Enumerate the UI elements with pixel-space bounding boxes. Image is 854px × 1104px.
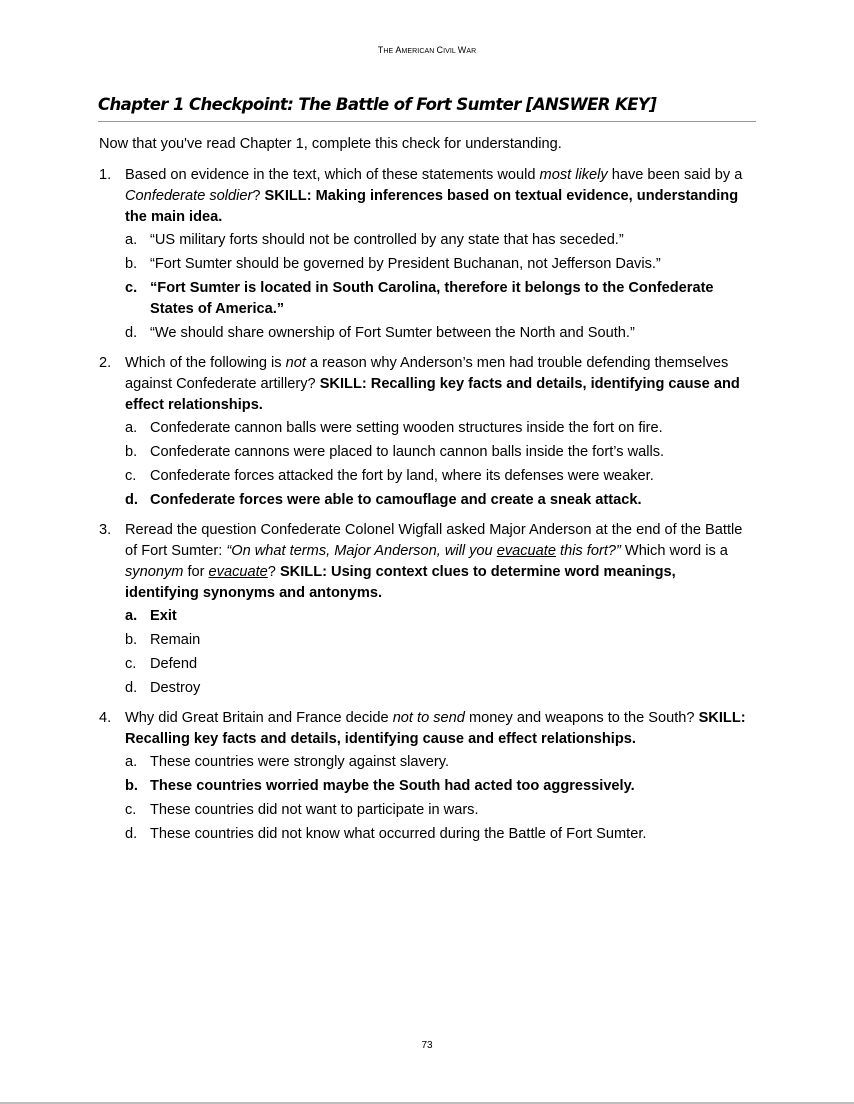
emphasis-text: not — [285, 355, 306, 371]
option-letter: d. — [125, 826, 138, 842]
running-header-part: MERICAN — [401, 48, 437, 55]
option-letter: d. — [125, 325, 138, 341]
option-letter: b. — [125, 444, 138, 460]
correct-answer-option — [125, 278, 751, 320]
checkpoint-content — [99, 134, 751, 854]
skill-label: SKILL: Using context clues to determine word meanings, identifying synonyms and antonyms. — [125, 564, 676, 601]
running-header-part: AR — [466, 48, 477, 55]
correct-answer-option — [125, 606, 751, 627]
option-letter: c. — [125, 468, 137, 484]
option-text: Defend — [150, 656, 198, 672]
option-text: Confederate cannons were placed to launch cannon balls inside the fort’s walls. — [150, 444, 665, 460]
running-header-part: IVIL — [443, 48, 458, 55]
answer-option — [125, 800, 751, 821]
option-text: Confederate cannon balls were setting wooden structures inside the fort on fire. — [150, 420, 663, 436]
question-text-segment: have been said by a — [607, 167, 743, 183]
question-number: 1. — [99, 167, 112, 183]
option-letter: c. — [125, 802, 137, 818]
answer-options — [125, 752, 751, 845]
question-text-segment: Reread the question Confederate Colonel Wigfall asked Major Anderson at the end of the Battle of Fort Sumter: — [125, 522, 743, 559]
option-letter: a. — [125, 608, 138, 624]
option-letter: c. — [125, 280, 138, 296]
option-letter: b. — [125, 632, 138, 648]
running-header-part: T — [377, 45, 384, 55]
option-text: Confederate forces were able to camouflage and create a sneak attack. — [150, 492, 642, 508]
answer-options — [125, 230, 751, 344]
option-text: Confederate forces attacked the fort by land, where its defenses were weaker. — [150, 468, 654, 484]
option-letter: b. — [125, 256, 138, 272]
question-text — [125, 353, 751, 416]
option-letter: d. — [125, 492, 138, 508]
option-text: “Fort Sumter is located in South Carolina, therefore it belongs to the Confederate States of America.” — [150, 280, 714, 317]
question-text-segment: ? — [252, 188, 265, 204]
skill-label: SKILL: Recalling key facts and details, identifying cause and effect relationships. — [125, 710, 746, 747]
title-divider — [98, 121, 756, 122]
option-letter: a. — [125, 754, 138, 770]
option-text: “Fort Sumter should be governed by President Buchanan, not Jefferson Davis.” — [150, 256, 661, 272]
question-number: 2. — [99, 355, 112, 371]
underlined-term: evacuate — [496, 543, 556, 559]
answer-option — [125, 654, 751, 675]
question-text — [125, 520, 751, 604]
question-text — [125, 165, 751, 228]
option-text: “US military forts should not be controlled by any state that has seceded.” — [150, 232, 624, 248]
answer-option — [125, 230, 751, 251]
correct-answer-option — [125, 490, 751, 511]
emphasis-text: most likely — [539, 167, 608, 183]
question-text-segment: ? — [267, 564, 280, 580]
option-text: Exit — [150, 608, 177, 624]
answer-option — [125, 418, 751, 439]
option-letter: a. — [125, 420, 138, 436]
option-text: Remain — [150, 632, 201, 648]
option-text: “We should share ownership of Fort Sumter between the North and South.” — [150, 325, 635, 341]
answer-option — [125, 254, 751, 275]
question-text — [125, 708, 751, 750]
running-header-part: C — [436, 45, 444, 55]
answer-option — [125, 442, 751, 463]
running-header — [0, 45, 854, 55]
answer-option — [125, 323, 751, 344]
question-text-segment: Which of the following is — [125, 355, 286, 371]
question-text-segment: money and weapons to the South? — [464, 710, 699, 726]
question-item — [99, 165, 751, 344]
answer-option — [125, 630, 751, 651]
answer-option — [125, 824, 751, 845]
correct-answer-option — [125, 776, 751, 797]
option-text: Destroy — [150, 680, 201, 696]
option-letter: a. — [125, 232, 138, 248]
question-list — [99, 165, 751, 845]
running-header-part: HE — [383, 48, 396, 55]
question-text-segment: Which word is a — [620, 543, 728, 559]
question-text-segment: Why did Great Britain and France decide — [125, 710, 393, 726]
option-text: These countries did not want to participate in wars. — [150, 802, 479, 818]
question-text-segment: Based on evidence in the text, which of these statements would — [125, 167, 540, 183]
answer-options — [125, 418, 751, 511]
option-letter: c. — [125, 656, 137, 672]
option-letter: d. — [125, 680, 138, 696]
underlined-term: evacuate — [208, 564, 268, 580]
skill-label: SKILL: Making inferences based on textual evidence, understanding the main idea. — [125, 188, 739, 225]
emphasis-text: synonym — [125, 564, 184, 580]
skill-label: SKILL: Recalling key facts and details, identifying cause and effect relationships. — [125, 376, 740, 413]
question-text-segment: a reason why Anderson’s men had trouble defending themselves against Confederate artillery? — [125, 355, 729, 392]
intro-text: Now that you've read Chapter 1, complete this check for understanding. — [99, 136, 562, 152]
question-item — [99, 353, 751, 511]
option-text: These countries were strongly against slavery. — [150, 754, 450, 770]
answer-option — [125, 678, 751, 699]
question-item — [99, 520, 751, 699]
emphasis-text: not to send — [392, 710, 465, 726]
question-number: 4. — [99, 710, 112, 726]
option-letter: b. — [125, 778, 138, 794]
question-number: 3. — [99, 522, 112, 538]
emphasis-text: this fort?” — [555, 543, 621, 559]
page-number: 73 — [421, 1040, 433, 1051]
running-header-part: W — [457, 45, 467, 55]
option-text: These countries did not know what occurred during the Battle of Fort Sumter. — [150, 826, 647, 842]
page-title: Chapter 1 Checkpoint: The Battle of Fort Sumter [ANSWER KEY] — [98, 95, 657, 114]
question-item — [99, 708, 751, 845]
answer-options — [125, 606, 751, 699]
question-text-segment: for — [183, 564, 209, 580]
emphasis-text: “On what terms, Major Anderson, will you — [226, 543, 497, 559]
answer-option — [125, 466, 751, 487]
emphasis-text: Confederate soldier — [125, 188, 253, 204]
answer-option — [125, 752, 751, 773]
option-text: These countries worried maybe the South had acted too aggressively. — [150, 778, 635, 794]
running-header-part: A — [395, 45, 402, 55]
